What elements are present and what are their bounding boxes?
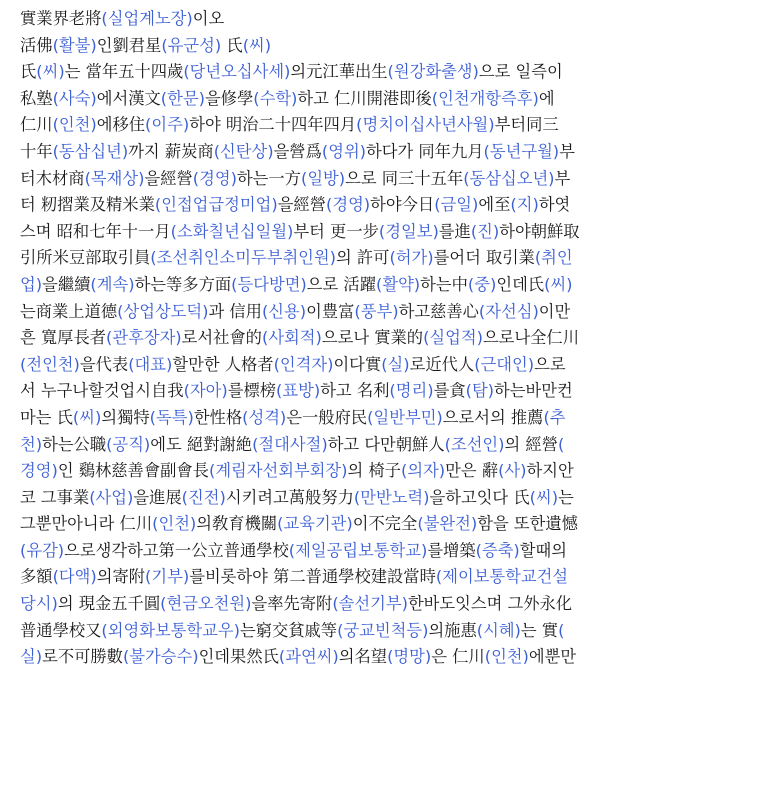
text-segment: 을進展: [133, 487, 182, 507]
text-segment: 로近代人: [409, 354, 475, 374]
hangul-reading: (진): [470, 221, 500, 241]
hangul-reading: (조선취인소미두부취인원): [150, 248, 336, 268]
text-segment: 로서社會的: [181, 328, 262, 348]
hangul-reading: (인천): [484, 647, 529, 665]
text-segment: 하다가 同年九月: [366, 141, 484, 161]
text-segment: 은一般府民: [286, 407, 368, 427]
text-line: [20, 139, 772, 166]
text-segment: 를비롯하야 第二普通學校建設當時: [189, 567, 436, 587]
text-line: [20, 219, 772, 246]
hangul-reading: (사업): [89, 487, 134, 507]
text-segment: 을率先寄附: [251, 594, 333, 614]
hangul-reading: (현금오천원): [160, 594, 252, 614]
text-line: [20, 564, 772, 591]
hangul-reading: (의자): [400, 461, 446, 481]
text-segment: 인劉君星: [96, 35, 162, 55]
hangul-reading: (중): [467, 274, 497, 294]
text-segment: 多額: [20, 567, 53, 587]
text-segment: 으로: [534, 354, 566, 374]
text-segment: 을經營: [144, 168, 193, 188]
text-segment: 는: [558, 487, 574, 507]
text-segment: 을營爲: [273, 141, 322, 161]
text-segment: 부터同三: [494, 115, 559, 135]
text-segment: 를어더 取引業: [433, 248, 535, 268]
text-segment: 이오: [192, 9, 225, 28]
text-segment: 를增築: [427, 540, 476, 560]
hangul-reading: (명리): [389, 381, 434, 401]
text-line: [20, 591, 772, 618]
text-segment: 는 實: [520, 620, 559, 640]
text-segment: 이다實: [333, 354, 382, 374]
hangul-reading: (인격자): [273, 354, 334, 374]
text-segment: 이不完全: [352, 514, 418, 534]
hangul-reading: (씨): [242, 35, 272, 55]
hangul-reading: (계속): [90, 274, 135, 294]
text-segment: 의施惠: [428, 620, 477, 640]
hangul-reading: (수학): [253, 88, 298, 108]
text-segment: 實業界老將: [20, 9, 102, 28]
text-line: [20, 405, 772, 432]
document-body: [20, 6, 772, 664]
hangul-reading: (한문): [160, 88, 205, 108]
text-segment: 로不可勝數: [42, 647, 123, 665]
text-segment: 하는公職: [42, 434, 107, 454]
hangul-reading: (실업계노장): [101, 9, 193, 28]
text-line: [20, 299, 772, 326]
hangul-reading: (불가승수): [122, 647, 199, 665]
text-segment: 의獨特: [101, 407, 150, 427]
hangul-reading: 경영): [20, 461, 58, 481]
hangul-reading: (경영): [325, 195, 371, 215]
text-segment: 까지 薪炭商: [128, 141, 214, 161]
text-segment: 에도 絕對謝絶: [150, 434, 253, 454]
text-segment: 에뿐만: [528, 647, 577, 665]
text-segment: 을代表: [79, 354, 129, 374]
text-segment: 活佛: [20, 35, 53, 55]
text-line: [20, 245, 772, 272]
text-segment: 는窮交貧戚等: [239, 620, 338, 640]
text-segment: 인데果然氏: [198, 647, 279, 665]
text-segment: 흔 寬厚長者: [20, 328, 107, 348]
hangul-reading: (추: [543, 407, 566, 427]
text-segment: 의 椅子: [347, 461, 401, 481]
text-segment: 으로나 實業的: [321, 328, 424, 348]
hangul-reading: (씨): [529, 487, 559, 507]
text-segment: 을하고잇다 氏: [429, 487, 530, 507]
text-line: [20, 352, 772, 379]
hangul-reading: (경일보): [378, 221, 439, 241]
hangul-reading: (씨): [544, 274, 573, 294]
text-line: [20, 272, 772, 299]
text-segment: 하야朝鮮取: [499, 221, 580, 241]
text-segment: 하고 다만朝鮮人: [327, 434, 445, 454]
hangul-reading: (외영화보통학교우): [101, 620, 240, 640]
hangul-reading: (등다방면): [231, 274, 307, 294]
hangul-reading: (명치이십사년사월): [356, 115, 495, 135]
text-segment: 에: [538, 88, 555, 108]
hangul-reading: (풍부): [354, 301, 399, 321]
hangul-reading: (신탄상): [213, 141, 274, 161]
text-segment: 서 누구나할것업시自我: [20, 381, 184, 401]
text-segment: 의 經營: [504, 434, 558, 454]
hangul-reading: (신용): [261, 301, 307, 321]
text-segment: 를標榜: [227, 381, 277, 401]
text-line: [20, 378, 772, 405]
text-segment: 하는바만컨: [494, 381, 573, 401]
text-line: [20, 511, 772, 538]
hangul-reading: (성격): [242, 407, 287, 427]
text-segment: 인 鷄林慈善會副會長: [57, 461, 209, 481]
text-segment: 의元江華出生: [290, 62, 388, 82]
text-line: [20, 485, 772, 512]
text-segment: 하는等多方面: [134, 274, 232, 294]
hangul-reading: (일반부민): [367, 407, 443, 427]
text-segment: 氏: [221, 35, 243, 55]
text-segment: 仁川: [20, 115, 53, 135]
hangul-reading: (공직): [106, 434, 151, 454]
hangul-reading: (금일): [434, 195, 479, 215]
text-line: [20, 59, 772, 86]
text-segment: 인데氏: [496, 274, 545, 294]
hangul-reading: (: [557, 434, 565, 454]
text-segment: 부: [559, 141, 575, 161]
hangul-reading: (지): [510, 195, 539, 215]
text-segment: 으로 同三十五年: [345, 168, 464, 188]
text-segment: 마는 氏: [20, 407, 73, 427]
text-segment: 하고 仁川開港即後: [297, 88, 432, 108]
hangul-reading: 업): [20, 274, 43, 294]
text-segment: 을經營: [277, 195, 326, 215]
hangul-reading: (경영): [192, 168, 237, 188]
hangul-reading: (증축): [475, 540, 520, 560]
hangul-reading: (사숙): [52, 88, 97, 108]
text-segment: 한바도잇스며 그外永化: [407, 594, 573, 614]
text-segment: 을繼續: [42, 274, 91, 294]
text-segment: 는 當年五十四歲: [64, 62, 184, 82]
text-segment: 에至: [478, 195, 511, 215]
text-segment: 十年: [20, 141, 53, 161]
hangul-reading: (관후장자): [106, 328, 182, 348]
hangul-reading: (원강화출생): [387, 62, 479, 82]
text-segment: 으로생각하고第一公立普通學校: [64, 540, 289, 560]
text-segment: 할때의: [519, 540, 567, 560]
hangul-reading: (자아): [183, 381, 228, 401]
hangul-reading: (인천): [52, 115, 97, 135]
text-segment: 그뿐만아니라 仁川: [20, 514, 153, 534]
hangul-reading: (절대사절): [252, 434, 328, 454]
text-segment: 氏: [20, 62, 37, 82]
text-line: [20, 458, 772, 485]
text-segment: 터 籾摺業及精米業: [20, 195, 155, 215]
hangul-reading: (인접업급정미업): [154, 195, 278, 215]
hangul-reading: (기부): [145, 567, 190, 587]
hangul-reading: (사회적): [261, 328, 322, 348]
hangul-reading: (활불): [52, 35, 97, 55]
text-segment: 은 仁川: [431, 647, 485, 665]
text-segment: 하지안: [526, 461, 574, 481]
text-segment: 부: [554, 168, 571, 188]
hangul-reading: (독특): [149, 407, 194, 427]
text-line: [20, 6, 772, 33]
text-segment: 만은 辭: [445, 461, 499, 481]
hangul-reading: (사): [498, 461, 527, 481]
text-segment: 하고慈善心: [398, 301, 479, 321]
text-segment: 함을 또한遺憾: [477, 514, 578, 534]
text-segment: 부터 更一步: [293, 221, 379, 241]
text-segment: 에서漢文: [96, 88, 161, 108]
hangul-reading: (전인천): [20, 354, 80, 374]
text-segment: 의 許可: [335, 248, 390, 268]
hangul-reading: (자선심): [478, 301, 539, 321]
hangul-reading: (씨): [72, 407, 102, 427]
text-line: [20, 86, 772, 113]
hangul-reading: (시혜): [476, 620, 521, 640]
text-segment: 과 信用: [208, 301, 262, 321]
text-segment: 코 그事業: [20, 487, 90, 507]
hangul-reading: 천): [20, 434, 43, 454]
text-line: [20, 112, 772, 139]
text-segment: 으로 일즉이: [478, 62, 563, 82]
text-line: [20, 432, 772, 459]
hangul-reading: (목재상): [84, 168, 145, 188]
hangul-reading: 당시): [20, 594, 58, 614]
hangul-reading: (유감): [20, 540, 65, 560]
hangul-reading: (탐): [465, 381, 495, 401]
text-segment: 하야 明治二十四年四月: [189, 115, 357, 135]
text-segment: 의寄附: [96, 567, 146, 587]
hangul-reading: (허가): [389, 248, 434, 268]
text-segment: 하야今日: [370, 195, 435, 215]
hangul-reading: (인천): [152, 514, 197, 534]
text-segment: 하는一方: [236, 168, 301, 188]
hangul-reading: (만반노력): [353, 487, 430, 507]
text-segment: 普通學校又: [20, 620, 102, 640]
hangul-reading: (당년오십사세): [183, 62, 291, 82]
hangul-reading: (동삼십년): [52, 141, 129, 161]
text-segment: 을修學: [204, 88, 254, 108]
hangul-reading: 실): [20, 647, 43, 665]
hangul-reading: (조선인): [444, 434, 505, 454]
hangul-reading: (일방): [300, 168, 346, 188]
text-segment: 의敎育機關: [196, 514, 278, 534]
hangul-reading: (실업적): [423, 328, 483, 348]
hangul-reading: (계림자선회부회장): [208, 461, 348, 481]
hangul-reading: (: [558, 620, 565, 640]
hangul-reading: (대표): [128, 354, 173, 374]
hangul-reading: (불완전): [417, 514, 478, 534]
hangul-reading: (제일공립보통학교): [288, 540, 428, 560]
hangul-reading: (씨): [36, 62, 65, 82]
hangul-reading: (근대인): [474, 354, 535, 374]
text-segment: 으로 活躍: [306, 274, 376, 294]
text-line: [20, 33, 772, 60]
text-line: [20, 192, 772, 219]
hangul-reading: (표방): [276, 381, 321, 401]
text-segment: 의 現金五千圓: [57, 594, 161, 614]
text-segment: 引所米豆部取引員: [20, 248, 151, 268]
hangul-reading: (솔선기부): [332, 594, 408, 614]
text-segment: 하엿: [538, 195, 571, 215]
text-segment: 를貪: [433, 381, 466, 401]
hangul-reading: (동삼십오년): [463, 168, 555, 188]
hangul-reading: (소화칠년십일월): [170, 221, 294, 241]
hangul-reading: (동년구월): [483, 141, 560, 161]
hangul-reading: (다액): [52, 567, 97, 587]
hangul-reading: (명망): [387, 647, 432, 665]
hangul-reading: (제이보통학교건설: [435, 567, 569, 587]
text-segment: 하고 名利: [320, 381, 390, 401]
hangul-reading: (과연씨): [278, 647, 339, 665]
text-segment: 는商業上道德: [20, 301, 118, 321]
hangul-reading: (진전): [181, 487, 226, 507]
text-segment: 할만한 人格者: [172, 354, 274, 374]
hangul-reading: (상업상도덕): [117, 301, 209, 321]
text-line: [20, 166, 772, 193]
text-segment: 터木材商: [20, 168, 85, 188]
hangul-reading: (궁교빈척등): [337, 620, 429, 640]
text-segment: 이만: [538, 301, 571, 321]
text-segment: 으로서의 推薦: [442, 407, 544, 427]
hangul-reading: (실): [381, 354, 410, 374]
text-segment: 스며 昭和七年十一月: [20, 221, 171, 241]
text-segment: 한性格: [193, 407, 243, 427]
text-segment: 시키려고萬般努力: [225, 487, 354, 507]
text-segment: 私塾: [20, 88, 53, 108]
text-line: [20, 325, 772, 352]
text-line: [20, 538, 772, 565]
text-segment: 의名望: [338, 647, 388, 665]
text-segment: 에移住: [96, 115, 146, 135]
text-segment: 하는中: [420, 274, 468, 294]
hangul-reading: (취인: [534, 248, 573, 268]
hangul-reading: (활약): [375, 274, 421, 294]
text-line: [20, 644, 772, 664]
hangul-reading: (이주): [145, 115, 190, 135]
text-segment: 으로나全仁川: [482, 328, 579, 348]
text-line: [20, 618, 772, 645]
text-segment: 이豊富: [306, 301, 355, 321]
hangul-reading: (유군성): [161, 35, 222, 55]
hangul-reading: (인천개항즉후): [431, 88, 539, 108]
hangul-reading: (교육기관): [277, 514, 353, 534]
text-segment: 를進: [438, 221, 471, 241]
hangul-reading: (영위): [321, 141, 367, 161]
